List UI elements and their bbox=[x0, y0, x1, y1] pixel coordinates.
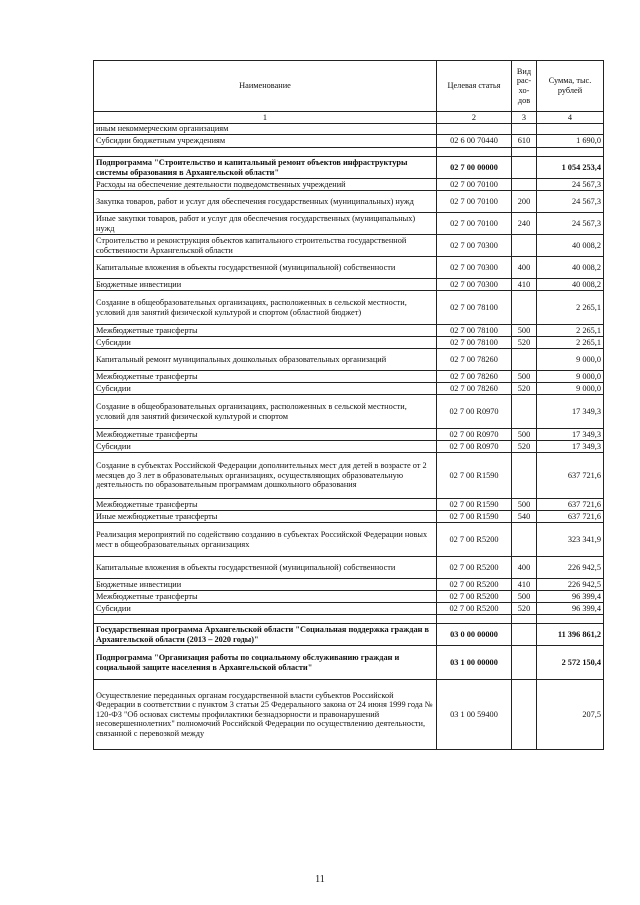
table-row bbox=[94, 579, 604, 591]
cell-sum: 2 265,1 bbox=[537, 337, 604, 349]
cell-vid bbox=[512, 124, 537, 135]
cell-vid: 520 bbox=[512, 337, 537, 349]
cell-code: 03 0 00 00000 bbox=[437, 624, 512, 646]
cell-code: 02 7 00 70100 bbox=[437, 213, 512, 235]
spacer-cell bbox=[437, 148, 512, 157]
cell-sum: 1 690,0 bbox=[537, 135, 604, 148]
table-row bbox=[94, 325, 604, 337]
table-row bbox=[94, 603, 604, 615]
cell-code: 02 7 00 70100 bbox=[437, 179, 512, 191]
cell-name: Государственная программа Архангельской области "Социальная поддержка граждан в Архангельской области (2013 – 2020 годы)" bbox=[94, 624, 437, 646]
table-row bbox=[94, 279, 604, 291]
cell-name: Капитальный ремонт муниципальных дошкольных образовательных организаций bbox=[94, 349, 437, 371]
table-row bbox=[94, 624, 604, 646]
cell-code: 03 1 00 59400 bbox=[437, 680, 512, 750]
cell-name: Бюджетные инвестиции bbox=[94, 579, 437, 591]
column-number: 4 bbox=[537, 112, 604, 124]
cell-name: Субсидии bbox=[94, 441, 437, 453]
cell-vid: 400 bbox=[512, 557, 537, 579]
cell-code: 02 6 00 70440 bbox=[437, 135, 512, 148]
table-row bbox=[94, 395, 604, 429]
cell-code: 02 7 00 R5200 bbox=[437, 557, 512, 579]
cell-code: 02 7 00 R5200 bbox=[437, 523, 512, 557]
cell-sum: 2 572 150,4 bbox=[537, 646, 604, 680]
table-row bbox=[94, 157, 604, 179]
cell-sum: 40 008,2 bbox=[537, 257, 604, 279]
budget-table bbox=[93, 60, 604, 750]
cell-vid: 540 bbox=[512, 511, 537, 523]
table-row bbox=[94, 499, 604, 511]
cell-sum: 1 054 253,4 bbox=[537, 157, 604, 179]
cell-vid: 500 bbox=[512, 591, 537, 603]
cell-code: 02 7 00 R1590 bbox=[437, 499, 512, 511]
cell-sum: 323 341,9 bbox=[537, 523, 604, 557]
cell-code: 02 7 00 R0970 bbox=[437, 441, 512, 453]
cell-code: 03 1 00 00000 bbox=[437, 646, 512, 680]
table-header-row bbox=[94, 61, 604, 112]
spacer-cell bbox=[537, 615, 604, 624]
cell-name: Субсидии bbox=[94, 603, 437, 615]
cell-code: 02 7 00 R5200 bbox=[437, 591, 512, 603]
cell-vid bbox=[512, 395, 537, 429]
table-row bbox=[94, 429, 604, 441]
header-vid: Вид рас-хо-дов bbox=[512, 61, 537, 112]
cell-code: 02 7 00 70100 bbox=[437, 191, 512, 213]
table-row bbox=[94, 591, 604, 603]
cell-vid bbox=[512, 523, 537, 557]
cell-name: Создание в общеобразовательных организациях, расположенных в сельской местности, условий для занятий физической культурой и спортом bbox=[94, 395, 437, 429]
cell-code: 02 7 00 R0970 bbox=[437, 429, 512, 441]
cell-sum: 9 000,0 bbox=[537, 349, 604, 371]
cell-sum: 17 349,3 bbox=[537, 395, 604, 429]
cell-sum: 96 399,4 bbox=[537, 591, 604, 603]
spacer-row bbox=[94, 148, 604, 157]
cell-code: 02 7 00 R0970 bbox=[437, 395, 512, 429]
table-row bbox=[94, 213, 604, 235]
column-number: 2 bbox=[437, 112, 512, 124]
spacer-cell bbox=[512, 148, 537, 157]
cell-vid: 500 bbox=[512, 371, 537, 383]
cell-code: 02 7 00 78100 bbox=[437, 337, 512, 349]
cell-name: Капитальные вложения в объекты государственной (муниципальной) собственности bbox=[94, 257, 437, 279]
cell-code: 02 7 00 78260 bbox=[437, 371, 512, 383]
table-row bbox=[94, 523, 604, 557]
cell-name: Капитальные вложения в объекты государственной (муниципальной) собственности bbox=[94, 557, 437, 579]
cell-name: Расходы на обеспечение деятельности подведомственных учреждений bbox=[94, 179, 437, 191]
spacer-cell bbox=[437, 615, 512, 624]
cell-name: Осуществление переданных органам государственной власти субъектов Российской Федерации в соответствии с пунктом 3 статьи 25 Федерального закона от 24 июня 1999 года № 120-ФЗ "Об основах системы профилактики безнадзорности и правонарушений несовершеннолетних" полномочий Российской Федерации по осуществлению деятельности, связанной с перевозкой между bbox=[94, 680, 437, 750]
cell-sum: 11 396 861,2 bbox=[537, 624, 604, 646]
table-row bbox=[94, 179, 604, 191]
cell-vid: 410 bbox=[512, 579, 537, 591]
table-body bbox=[94, 124, 604, 750]
page-number: 11 bbox=[315, 874, 325, 885]
cell-vid bbox=[512, 157, 537, 179]
header-sum: Сумма, тыс. рублей bbox=[537, 61, 604, 112]
cell-name: Реализация мероприятий по содействию созданию в субъектах Российской Федерации новых мест в общеобразовательных организациях bbox=[94, 523, 437, 557]
spacer-cell bbox=[94, 615, 437, 624]
cell-sum: 2 265,1 bbox=[537, 325, 604, 337]
cell-vid bbox=[512, 680, 537, 750]
cell-sum: 207,5 bbox=[537, 680, 604, 750]
cell-vid bbox=[512, 179, 537, 191]
table-row bbox=[94, 383, 604, 395]
cell-sum: 17 349,3 bbox=[537, 441, 604, 453]
spacer-row bbox=[94, 615, 604, 624]
cell-sum: 9 000,0 bbox=[537, 371, 604, 383]
cell-code: 02 7 00 70300 bbox=[437, 257, 512, 279]
cell-vid bbox=[512, 291, 537, 325]
cell-vid: 520 bbox=[512, 441, 537, 453]
cell-vid bbox=[512, 349, 537, 371]
table-row bbox=[94, 371, 604, 383]
cell-sum: 96 399,4 bbox=[537, 603, 604, 615]
cell-sum: 17 349,3 bbox=[537, 429, 604, 441]
cell-sum: 2 265,1 bbox=[537, 291, 604, 325]
cell-code: 02 7 00 R5200 bbox=[437, 579, 512, 591]
cell-code: 02 7 00 78260 bbox=[437, 349, 512, 371]
header-article: Целевая статья bbox=[437, 61, 512, 112]
cell-vid: 520 bbox=[512, 603, 537, 615]
table-row bbox=[94, 337, 604, 349]
table-row bbox=[94, 511, 604, 523]
cell-sum: 40 008,2 bbox=[537, 279, 604, 291]
cell-name: Иные межбюджетные трансферты bbox=[94, 511, 437, 523]
cell-sum: 226 942,5 bbox=[537, 557, 604, 579]
cell-name: Закупка товаров, работ и услуг для обеспечения государственных (муниципальных) нужд bbox=[94, 191, 437, 213]
cell-name: Создание в субъектах Российской Федерации дополнительных мест для детей в возрасте от 2 месяцев до 3 лет в образовательных организациях, осуществляющих образовательную деятельность по образовательным программам дошкольного образования bbox=[94, 453, 437, 499]
column-number: 1 bbox=[94, 112, 437, 124]
cell-name: Иные закупки товаров, работ и услуг для обеспечения государственных (муниципальных) нужд bbox=[94, 213, 437, 235]
table-row bbox=[94, 191, 604, 213]
cell-sum: 9 000,0 bbox=[537, 383, 604, 395]
spacer-cell bbox=[94, 148, 437, 157]
cell-name: Создание в общеобразовательных организациях, расположенных в сельской местности, условий для занятий физической культурой и спортом (областной бюджет) bbox=[94, 291, 437, 325]
cell-sum: 637 721,6 bbox=[537, 499, 604, 511]
cell-name: Субсидии бюджетным учреждениям bbox=[94, 135, 437, 148]
cell-vid: 410 bbox=[512, 279, 537, 291]
cell-code: 02 7 00 78100 bbox=[437, 291, 512, 325]
cell-vid: 240 bbox=[512, 213, 537, 235]
cell-vid bbox=[512, 646, 537, 680]
cell-vid bbox=[512, 624, 537, 646]
cell-code: 02 7 00 R1590 bbox=[437, 511, 512, 523]
table-row bbox=[94, 453, 604, 499]
cell-vid: 200 bbox=[512, 191, 537, 213]
cell-code bbox=[437, 124, 512, 135]
cell-code: 02 7 00 70300 bbox=[437, 235, 512, 257]
spacer-cell bbox=[512, 615, 537, 624]
cell-sum bbox=[537, 124, 604, 135]
table-row bbox=[94, 235, 604, 257]
cell-code: 02 7 00 00000 bbox=[437, 157, 512, 179]
table-row bbox=[94, 349, 604, 371]
cell-code: 02 7 00 78100 bbox=[437, 325, 512, 337]
table-row bbox=[94, 135, 604, 148]
cell-vid: 500 bbox=[512, 325, 537, 337]
cell-name: иным некоммерческим организациям bbox=[94, 124, 437, 135]
cell-name: Межбюджетные трансферты bbox=[94, 499, 437, 511]
cell-name: Субсидии bbox=[94, 383, 437, 395]
column-number-row bbox=[94, 112, 604, 124]
cell-vid: 500 bbox=[512, 429, 537, 441]
cell-sum: 24 567,3 bbox=[537, 191, 604, 213]
cell-sum: 637 721,6 bbox=[537, 511, 604, 523]
table-row bbox=[94, 291, 604, 325]
cell-name: Бюджетные инвестиции bbox=[94, 279, 437, 291]
header-name: Наименование bbox=[94, 61, 437, 112]
cell-name: Межбюджетные трансферты bbox=[94, 429, 437, 441]
table-row bbox=[94, 557, 604, 579]
cell-sum: 24 567,3 bbox=[537, 179, 604, 191]
cell-name: Строительство и реконструкция объектов капитального строительства государственной собственности Архангельской области bbox=[94, 235, 437, 257]
cell-name: Межбюджетные трансферты bbox=[94, 371, 437, 383]
table-row bbox=[94, 646, 604, 680]
cell-vid bbox=[512, 235, 537, 257]
cell-sum: 40 008,2 bbox=[537, 235, 604, 257]
cell-sum: 637 721,6 bbox=[537, 453, 604, 499]
cell-sum: 226 942,5 bbox=[537, 579, 604, 591]
cell-name: Подпрограмма "Строительство и капитальный ремонт объектов инфраструктуры системы образования в Архангельской области" bbox=[94, 157, 437, 179]
table-row bbox=[94, 680, 604, 750]
cell-name: Субсидии bbox=[94, 337, 437, 349]
column-number: 3 bbox=[512, 112, 537, 124]
table-row bbox=[94, 124, 604, 135]
cell-vid: 400 bbox=[512, 257, 537, 279]
cell-code: 02 7 00 78260 bbox=[437, 383, 512, 395]
cell-vid: 610 bbox=[512, 135, 537, 148]
spacer-cell bbox=[537, 148, 604, 157]
cell-vid: 520 bbox=[512, 383, 537, 395]
cell-name: Подпрограмма "Организация работы по социальному обслуживанию граждан и социальной защите населения в Архангельской области" bbox=[94, 646, 437, 680]
cell-code: 02 7 00 R5200 bbox=[437, 603, 512, 615]
table-row bbox=[94, 257, 604, 279]
document-page bbox=[93, 60, 603, 750]
cell-code: 02 7 00 70300 bbox=[437, 279, 512, 291]
table-row bbox=[94, 441, 604, 453]
cell-vid bbox=[512, 453, 537, 499]
cell-vid: 500 bbox=[512, 499, 537, 511]
cell-code: 02 7 00 R1590 bbox=[437, 453, 512, 499]
cell-name: Межбюджетные трансферты bbox=[94, 591, 437, 603]
cell-name: Межбюджетные трансферты bbox=[94, 325, 437, 337]
cell-sum: 24 567,3 bbox=[537, 213, 604, 235]
